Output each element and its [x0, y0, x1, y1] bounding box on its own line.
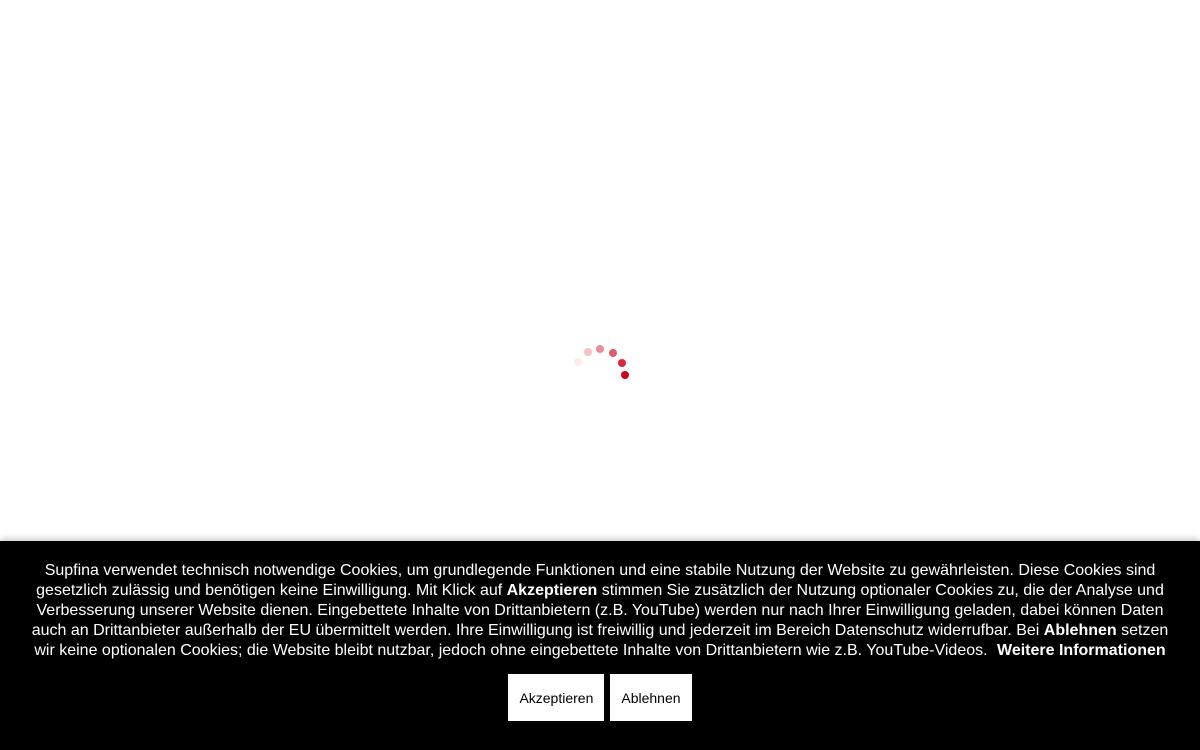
spinner-dot: [618, 359, 626, 367]
spinner-dot: [596, 345, 604, 353]
spinner-dot: [609, 349, 617, 357]
cookie-consent-text: [28, 561, 1172, 661]
cookie-text-part-2: stimmen Sie zusätzlich der Nutzung optionaler Cookies zu, die der Analyse und Verbesserung unserer Website dienen. Eingebettete Inhalte von Drittanbietern (z.B. YouTube) werden nur nach Ihrer Einwilligung geladen, dabei können Daten auch an Drittanbieter außerhalb der EU übermittelt werden. Ihre Einwilligung ist freiwillig und jederzeit im Bereich Datenschutz widerrufbar. Bei: [31, 582, 1164, 639]
cookie-button-group: [28, 674, 1172, 721]
accept-button[interactable]: Akzeptieren: [508, 674, 604, 721]
spinner-dot: [621, 371, 629, 379]
cookie-text-part-3: setzen wir keine optionalen Cookies; die Website bleibt nutzbar, jedoch ohne eingebettete Inhalte von Drittanbietern wie z.B. YouTube-Videos.: [34, 622, 1169, 659]
spinner-dot: [574, 358, 582, 366]
cookie-text-part-1: Supfina verwendet technisch notwendige Cookies, um grundlegende Funktionen und eine stabile Nutzung der Website zu gewährleisten. Diese Cookies sind gesetzlich zulässig und benötigen keine Einwilligung. Mit Klick auf: [36, 562, 1156, 599]
spinner-dot: [584, 348, 592, 356]
more-information-link[interactable]: Weitere Informationen: [997, 642, 1166, 659]
decline-button[interactable]: Ablehnen: [610, 674, 691, 721]
loading-spinner-icon: [570, 340, 634, 384]
cookie-consent-banner: [0, 541, 1200, 750]
cookie-text-decline-emphasis: Ablehnen: [1043, 622, 1117, 639]
cookie-text-accept-emphasis: Akzeptieren: [506, 582, 598, 599]
